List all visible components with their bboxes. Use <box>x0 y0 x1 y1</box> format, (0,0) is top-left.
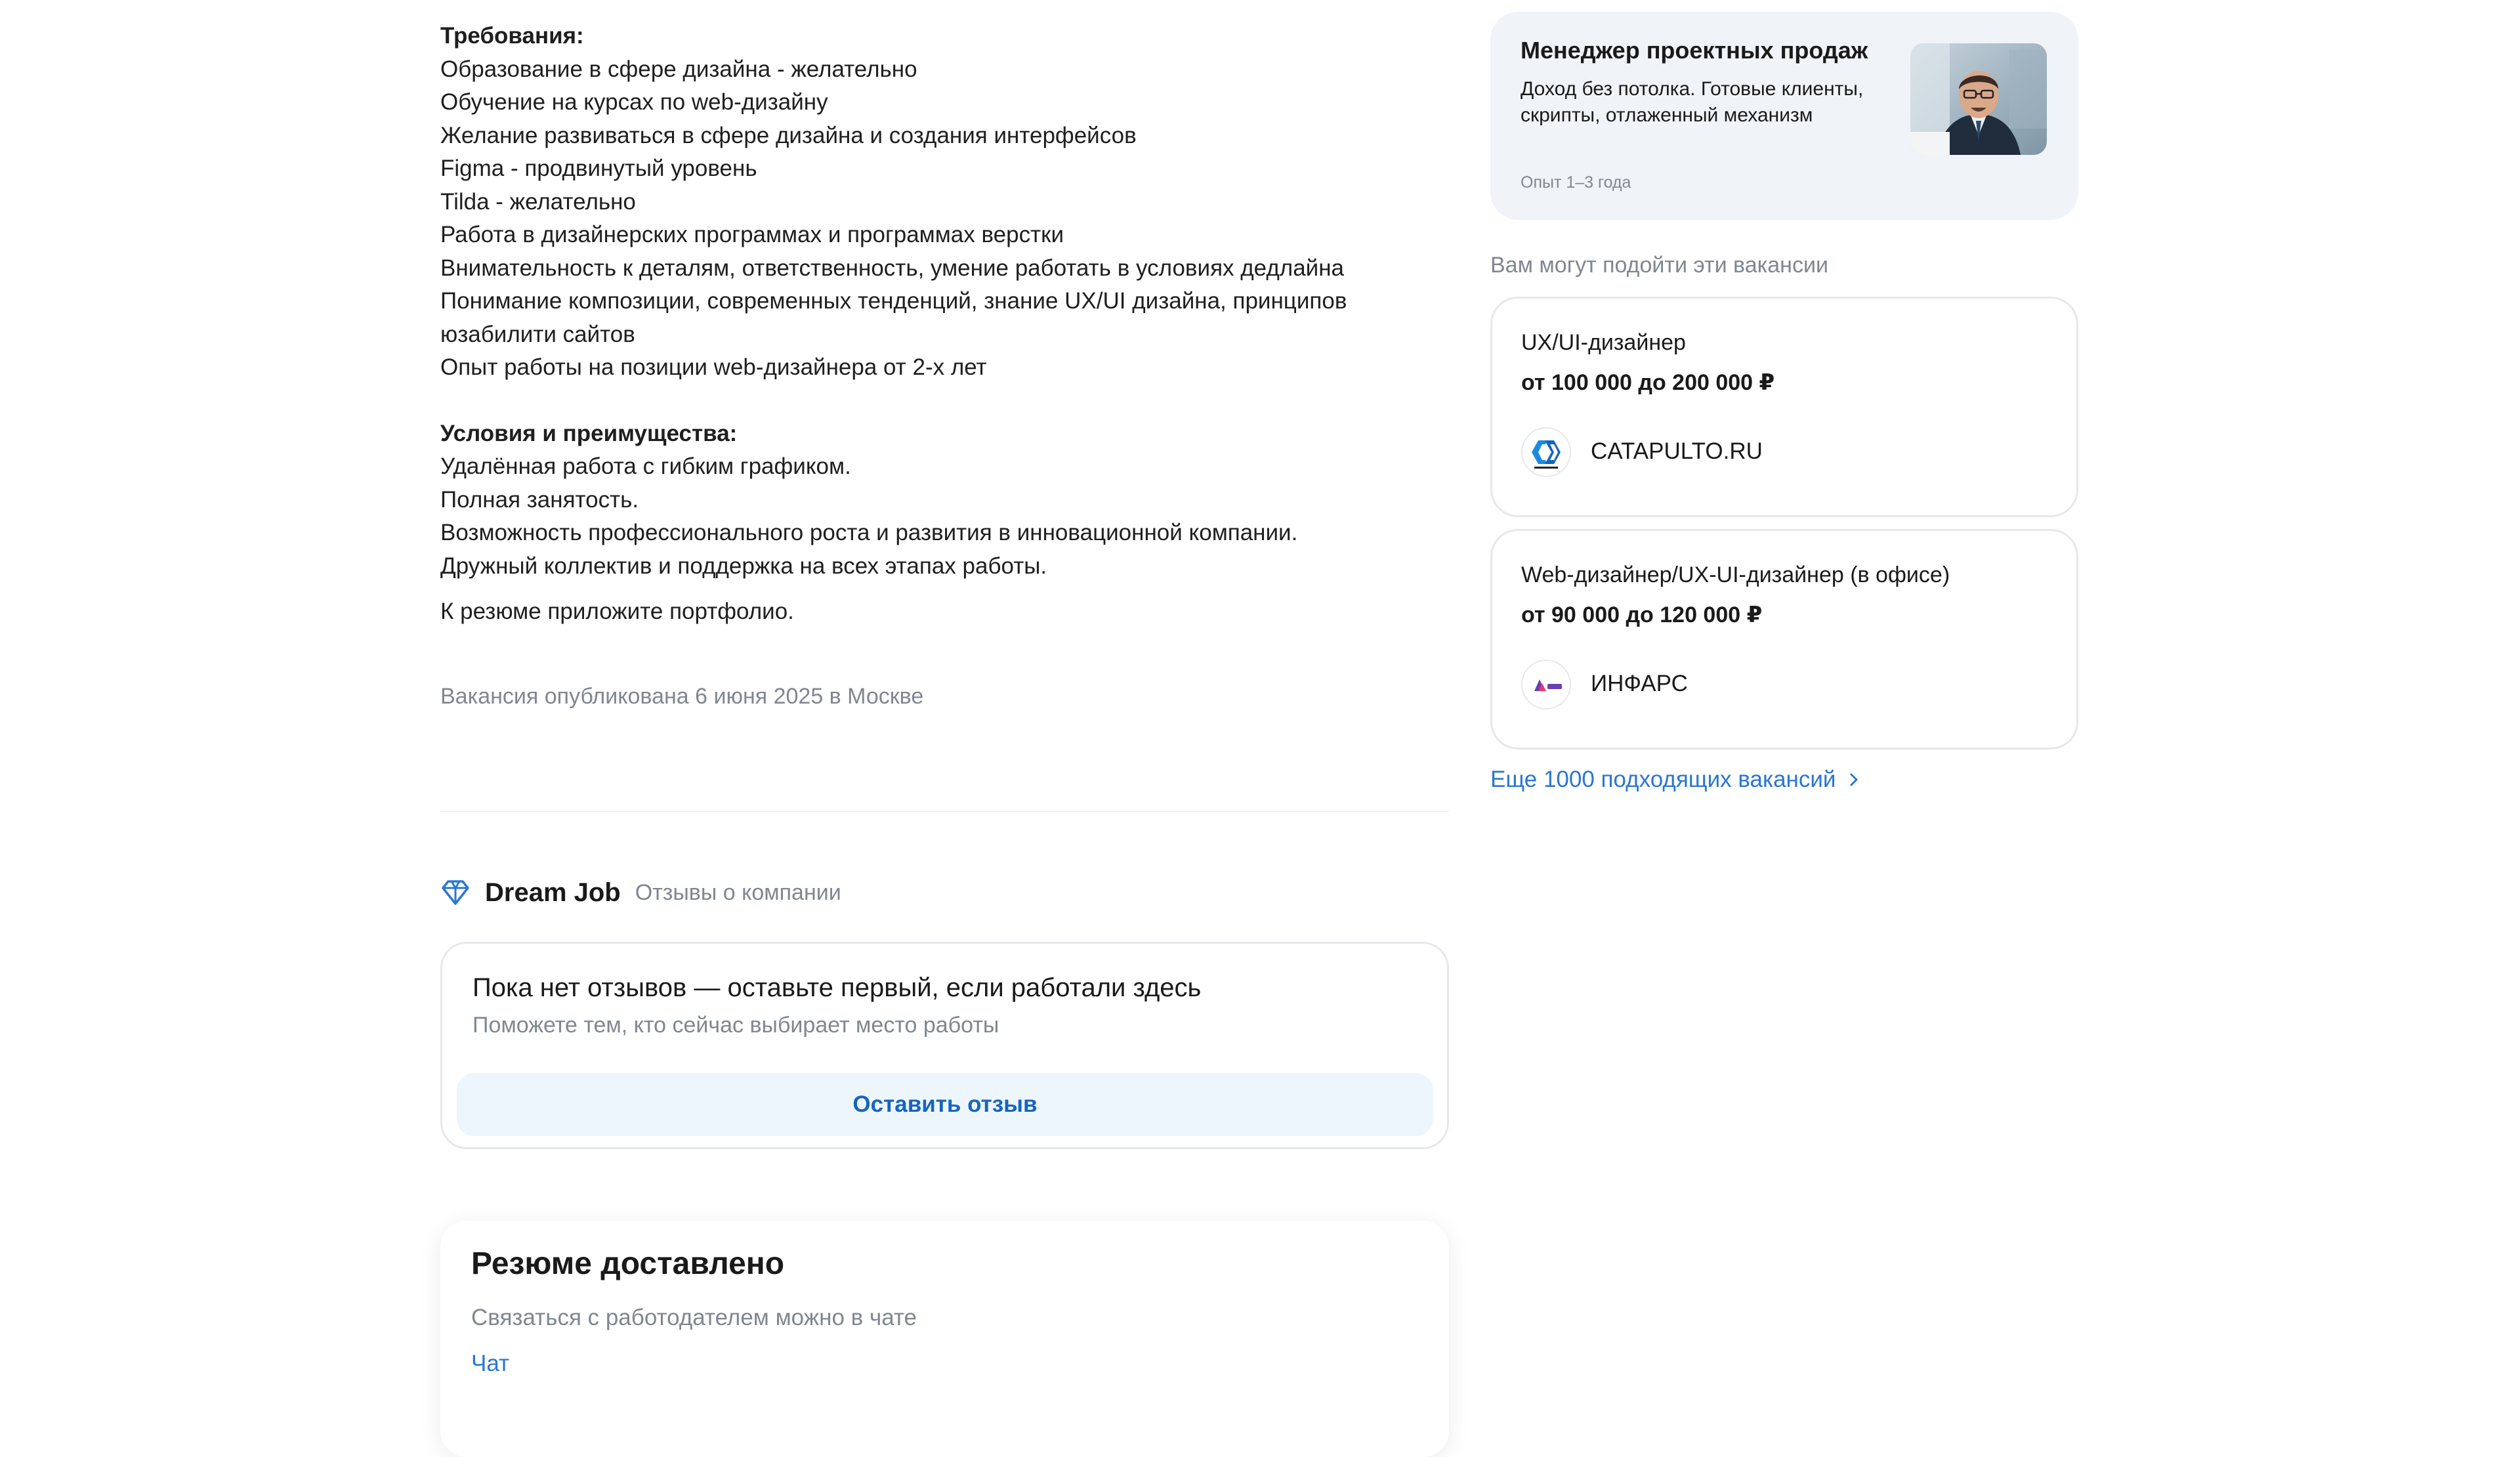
chat-link[interactable]: Чат <box>471 1351 510 1376</box>
requirement-item: Figma - продвинутый уровень <box>440 156 757 181</box>
promo-experience: Опыт 1–3 года <box>1521 173 1631 192</box>
requirement-item: Желание развиваться в сфере дизайна и создания интерфейсов <box>440 122 1137 148</box>
requirement-item: Внимательность к деталям, ответственность, умение работать в условиях дедлайна <box>440 255 1345 281</box>
condition-item: Удалённая работа с гибким графиком. <box>440 454 851 479</box>
promo-description: Доход без потолка. Готовые клиенты, скрипты, отлаженный механизм <box>1521 78 1864 126</box>
requirement-item: Tilda - желательно <box>440 188 636 215</box>
reviews-empty-title: Пока нет отзывов — оставьте первый, если работали здесь <box>472 973 1202 1002</box>
chevron-right-icon <box>1848 771 1860 788</box>
reviews-card <box>440 942 1449 1149</box>
dream-job-header <box>440 873 841 912</box>
resume-status-title: Резюме доставлено <box>471 1246 785 1281</box>
diamond-icon <box>440 877 471 908</box>
portfolio-note: К резюме приложите портфолио. <box>440 599 794 624</box>
promo-vacancy-card[interactable] <box>1490 12 2078 220</box>
promo-title: Менеджер проектных продаж <box>1521 37 1868 64</box>
condition-item: Дружный коллектив и поддержка на всех этапах работы. <box>440 553 1047 579</box>
conditions-heading: Условия и преимущества: <box>440 420 738 446</box>
requirements-heading: Требования: <box>440 23 584 49</box>
condition-item: Полная занятость. <box>440 486 639 513</box>
more-vacancies-link[interactable] <box>1490 767 1860 793</box>
divider <box>440 811 1449 812</box>
requirement-item: Понимание композиции, современных тенденций, знание UX/UI дизайна, принципов юзабилити сайтов <box>440 288 1347 347</box>
company-name: ИНФАРС <box>1591 671 1688 696</box>
suggested-vacancy-card[interactable] <box>1490 529 2078 750</box>
suggestions-heading: Вам могут подойти эти вакансии <box>1490 253 1828 278</box>
company-logo <box>1521 427 1571 477</box>
published-date: Вакансия опубликована 6 июня 2025 в Москве <box>440 684 924 709</box>
more-vacancies-label: Еще 1000 подходящих вакансий <box>1490 767 1836 792</box>
dream-job-title: Dream Job <box>485 877 621 907</box>
suggested-vacancy-card[interactable] <box>1490 297 2078 517</box>
resume-status-card <box>440 1221 1449 1457</box>
condition-item: Возможность профессионального роста и развития в инновационной компании. <box>440 520 1298 545</box>
requirement-item: Работа в дизайнерских программах и программах верстки <box>440 222 1064 247</box>
vacancy-description <box>440 20 1464 583</box>
promo-photo <box>1910 43 2047 155</box>
company-name: CATAPULTO.RU <box>1591 438 1763 464</box>
requirement-item: Опыт работы на позиции web-дизайнера от 2-х лет <box>440 354 987 380</box>
company-logo <box>1521 660 1571 709</box>
resume-status-subtitle: Связаться с работодателем можно в чате <box>471 1305 917 1330</box>
vacancy-title[interactable]: UX/UI-дизайнер <box>1521 330 1686 355</box>
vacancy-title[interactable]: Web-дизайнер/UX-UI-дизайнер (в офисе) <box>1521 562 1950 587</box>
leave-review-button[interactable]: Оставить отзыв <box>457 1073 1433 1136</box>
vacancy-salary: от 100 000 до 200 000 ₽ <box>1521 370 1775 395</box>
company-reviews-link[interactable]: Отзывы о компании <box>635 879 841 905</box>
reviews-empty-subtitle: Поможете тем, кто сейчас выбирает место работы <box>472 1013 999 1038</box>
requirement-item: Образование в сфере дизайна - желательно <box>440 56 917 82</box>
vacancy-salary: от 90 000 до 120 000 ₽ <box>1521 602 1763 627</box>
requirement-item: Обучение на курсах по web-дизайну <box>440 89 828 115</box>
